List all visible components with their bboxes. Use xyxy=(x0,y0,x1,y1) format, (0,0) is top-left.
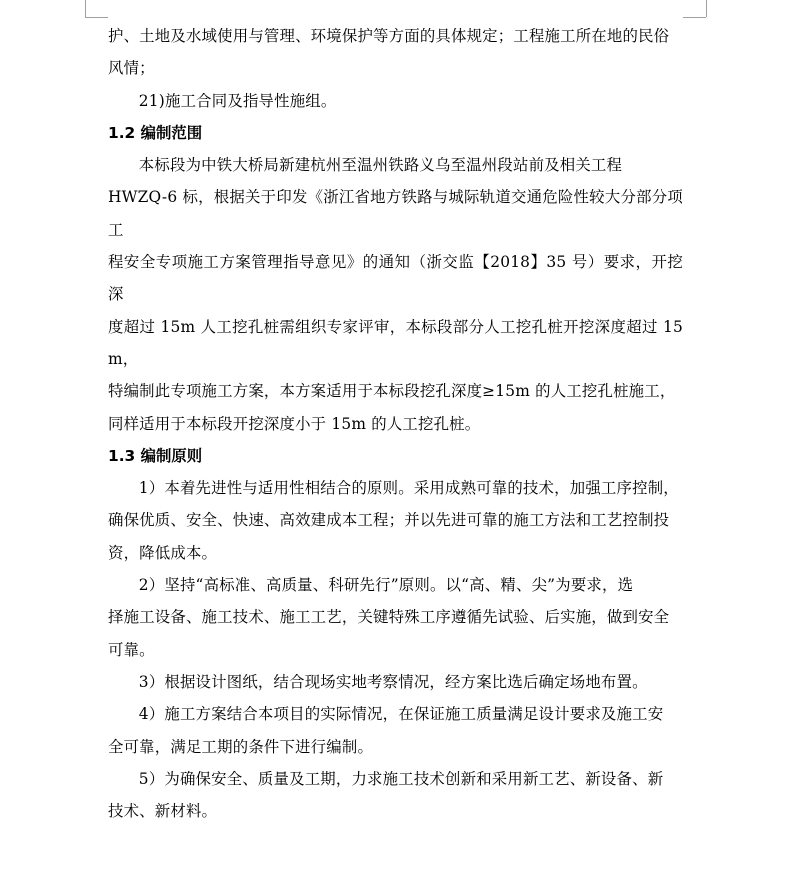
scope-paragraph xyxy=(108,149,683,440)
text-line: HWZQ-6 标，根据关于印发《浙江省地方铁路与城际轨道交通危险性较大分部分项工 xyxy=(108,188,683,239)
text-line: 特编制此专项施工方案，本方案适用于本标段挖孔深度≥15m 的人工挖孔桩施工， xyxy=(108,382,676,401)
text-line: 风情； xyxy=(108,59,155,78)
text-line: 2）坚持“高标准、高质量、科研先行”原则。以“高、精、尖”为要求，选 xyxy=(138,576,634,595)
text-line: 择施工设备、施工技术、施工工艺，关键特殊工序遵循先试验、后实施，做到安全 xyxy=(108,608,670,627)
text-line: 可靠。 xyxy=(108,640,155,659)
principle-item-3 xyxy=(108,666,683,698)
text-line: 技术、新材料。 xyxy=(108,802,218,821)
text-line: 1）本着先进性与适用性相结合的原则。采用成熟可靠的技术，加强工序控制， xyxy=(138,479,679,498)
crop-mark-top-right-horizontal xyxy=(683,17,706,18)
text-line: 本标段为中铁大桥局新建杭州至温州铁路义乌至温州段站前及相关工程 xyxy=(138,156,623,175)
text-line: 全可靠，满足工期的条件下进行编制。 xyxy=(108,737,374,756)
section-heading-1-2: 1.2 编制范围 xyxy=(108,123,203,142)
intro-paragraph xyxy=(108,20,683,85)
text-line: 4）施工方案结合本项目的实际情况，在保证施工质量满足设计要求及施工安 xyxy=(138,705,664,724)
principle-item-1 xyxy=(108,472,683,569)
text-line: 5）为确保安全、质量及工期，力求施工技术创新和采用新工艺、新设备、新 xyxy=(138,769,664,788)
text-line: 护、土地及水域使用与管理、环境保护等方面的具体规定；工程施工所在地的民俗 xyxy=(108,27,670,45)
principle-item-4 xyxy=(108,698,683,763)
text-line: 确保优质、安全、快速、高效建成本工程；并以先进可靠的施工方法和工艺控制投 xyxy=(108,511,670,530)
principle-item-2 xyxy=(108,569,683,666)
crop-mark-top-right-vertical xyxy=(706,0,707,17)
crop-mark-top-left-vertical xyxy=(85,0,86,17)
text-line: 度超过 15m 人工挖孔桩需组织专家评审，本标段部分人工挖孔桩开挖深度超过 15m， xyxy=(108,317,683,368)
section-heading-1-3: 1.3 编制原则 xyxy=(108,446,203,465)
text-line: 3）根据设计图纸，结合现场实地考察情况，经方案比选后确定场地布置。 xyxy=(138,672,648,691)
item-21: 21)施工合同及指导性施组。 xyxy=(138,91,337,110)
crop-mark-top-left-horizontal xyxy=(85,17,108,18)
text-line: 程安全专项施工方案管理指导意见》的通知（浙交监【2018】35 号）要求，开挖深 xyxy=(108,253,683,304)
principle-item-5 xyxy=(108,763,683,828)
text-line: 资，降低成本。 xyxy=(108,543,218,562)
text-line: 同样适用于本标段开挖深度小于 15m 的人工挖孔桩。 xyxy=(108,414,481,433)
document-page xyxy=(108,20,683,827)
